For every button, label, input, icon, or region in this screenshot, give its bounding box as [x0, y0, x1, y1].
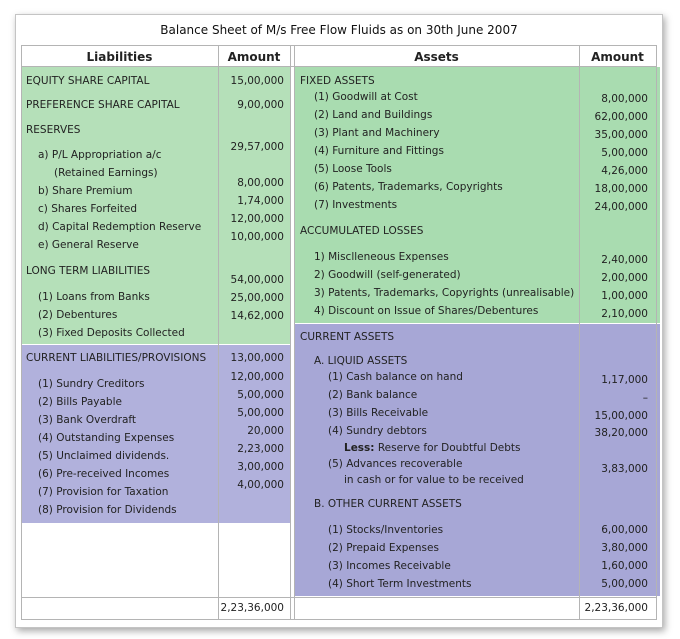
fixed-asset-item: (2) Land and Buildings: [314, 109, 433, 121]
reserves-item: (Retained Earnings): [54, 167, 158, 179]
liquid-asset-amount: 38,20,000: [594, 427, 648, 439]
reserves-label: RESERVES: [26, 124, 81, 136]
col-border-3: [290, 45, 291, 620]
fixed-asset-amount: 5,00,000: [601, 147, 648, 159]
current-liability-item: (1) Sundry Creditors: [38, 378, 145, 390]
fixed-asset-amount: 18,00,000: [594, 183, 648, 195]
table-bottom-border: [21, 619, 657, 620]
assets-total: 2,23,36,000: [584, 602, 648, 614]
other-current-assets-label: B. OTHER CURRENT ASSETS: [314, 498, 462, 510]
total-top-border: [21, 597, 657, 598]
accumulated-loss-amount: 2,10,000: [601, 308, 648, 320]
liquid-asset-amount: 15,00,000: [594, 410, 648, 422]
reserves-item: d) Capital Redemption Reserve: [38, 221, 202, 233]
fixed-assets-label: FIXED ASSETS: [300, 75, 375, 87]
liquid-assets-label: A. LIQUID ASSETS: [314, 355, 408, 367]
accumulated-loss-item: 1) Misclleneous Expenses: [314, 251, 449, 263]
accumulated-loss-amount: 2,00,000: [601, 272, 648, 284]
less-text: Reserve for Doubtful Debts: [374, 442, 521, 454]
liabilities-total: 2,23,36,000: [220, 602, 284, 614]
long-term-amount: 25,00,000: [230, 292, 284, 304]
long-term-item: (3) Fixed Deposits Collected: [38, 327, 185, 339]
other-asset-amount: 3,80,000: [601, 542, 648, 554]
advances-label: (5) Advances recoverable: [328, 458, 463, 470]
reserves-amount: 10,00,000: [230, 231, 284, 243]
fixed-asset-amount: 62,00,000: [594, 111, 648, 123]
liabilities-amount-header: Amount: [227, 50, 281, 64]
current-assets-label: CURRENT ASSETS: [300, 331, 395, 343]
assets-header: Assets: [414, 50, 459, 64]
liquid-asset-amount: –: [642, 392, 648, 404]
less-reserve-line: [344, 441, 521, 455]
accumulated-loss-item: 4) Discount on Issue of Shares/Debentures: [314, 305, 539, 317]
current-liability-amount: 12,00,000: [230, 371, 284, 383]
current-liability-amount: 5,00,000: [237, 407, 284, 419]
equity-label: EQUITY SHARE CAPITAL: [26, 75, 150, 87]
accumulated-losses-label: ACCUMULATED LOSSES: [300, 225, 424, 237]
col-border-1: [21, 45, 22, 620]
current-liability-item: (6) Pre-received Incomes: [38, 468, 170, 480]
fixed-asset-item: (5) Loose Tools: [314, 163, 392, 175]
long-term-amount: 54,00,000: [230, 274, 284, 286]
col-border-2: [218, 45, 219, 620]
liquid-asset-item: (1) Cash balance on hand: [328, 371, 463, 383]
reserves-amount: 8,00,000: [237, 177, 284, 189]
advances-label-2: in cash or for value to be received: [344, 474, 524, 486]
page-title: Balance Sheet of M/s Free Flow Fluids as on 30th June 2007: [160, 23, 518, 37]
col-border-3b: [294, 45, 295, 620]
fixed-asset-item: (6) Patents, Trademarks, Copyrights: [314, 181, 503, 193]
other-asset-item: (4) Short Term Investments: [328, 578, 472, 590]
liquid-asset-amount: 1,17,000: [601, 374, 648, 386]
current-liability-amount: 13,00,000: [230, 352, 284, 364]
current-liability-item: (4) Outstanding Expenses: [38, 432, 175, 444]
fixed-asset-amount: 35,00,000: [594, 129, 648, 141]
liquid-asset-item: (2) Bank balance: [328, 389, 418, 401]
current-liability-item: (5) Unclaimed dividends.: [38, 450, 170, 462]
liquid-asset-item: (4) Sundry debtors: [328, 425, 427, 437]
liabilities-header: Liabilities: [86, 50, 153, 64]
col-border-4: [579, 45, 580, 620]
reserves-item: c) Shares Forfeited: [38, 203, 138, 215]
accumulated-loss-amount: 2,40,000: [601, 254, 648, 266]
table-top-border: [21, 45, 657, 46]
other-asset-item: (3) Incomes Receivable: [328, 560, 451, 572]
fixed-asset-item: (3) Plant and Machinery: [314, 127, 440, 139]
accumulated-loss-item: 2) Goodwill (self-generated): [314, 269, 461, 281]
balance-sheet-card: [15, 14, 663, 628]
current-liability-amount: 5,00,000: [237, 389, 284, 401]
preference-amount: 9,00,000: [237, 99, 284, 111]
other-asset-item: (2) Prepaid Expenses: [328, 542, 439, 554]
fixed-asset-amount: 24,00,000: [594, 201, 648, 213]
current-liability-item: (3) Bank Overdraft: [38, 414, 137, 426]
reserves-item: b) Share Premium: [38, 185, 133, 197]
reserves-item: a) P/L Appropriation a/c: [38, 149, 162, 161]
liquid-asset-item: (3) Bills Receivable: [328, 407, 429, 419]
current-liability-amount: 3,00,000: [237, 461, 284, 473]
less-label: Less:: [344, 442, 375, 454]
accumulated-loss-amount: 1,00,000: [601, 290, 648, 302]
reserves-amount: 29,57,000: [230, 141, 284, 153]
accumulated-loss-item: 3) Patents, Trademarks, Copyrights (unrealisable): [314, 287, 575, 299]
equity-amount: 15,00,000: [230, 75, 284, 87]
long-term-item: (1) Loans from Banks: [38, 291, 150, 303]
fixed-asset-item: (1) Goodwill at Cost: [314, 91, 418, 103]
current-liability-item: (8) Provision for Dividends: [38, 504, 177, 516]
long-term-amount: 14,62,000: [230, 310, 284, 322]
assets-amount-header: Amount: [591, 50, 644, 64]
current-liabilities-label: CURRENT LIABILITIES/PROVISIONS: [26, 352, 207, 364]
preference-label: PREFERENCE SHARE CAPITAL: [26, 99, 180, 111]
fixed-asset-amount: 4,26,000: [601, 165, 648, 177]
col-border-5: [656, 45, 657, 620]
long-term-item: (2) Debentures: [38, 309, 118, 321]
advances-amount: 3,83,000: [601, 463, 648, 475]
reserves-item: e) General Reserve: [38, 239, 139, 251]
other-asset-item: (1) Stocks/Inventories: [328, 524, 444, 536]
reserves-amount: 12,00,000: [230, 213, 284, 225]
other-asset-amount: 6,00,000: [601, 524, 648, 536]
current-liability-item: (2) Bills Payable: [38, 396, 122, 408]
current-liability-item: (7) Provision for Taxation: [38, 486, 169, 498]
header-bottom-border: [21, 66, 657, 67]
other-asset-amount: 5,00,000: [601, 578, 648, 590]
fixed-asset-item: (7) Investments: [314, 199, 398, 211]
long-term-label: LONG TERM LIABILITIES: [26, 265, 150, 277]
current-liability-amount: 4,00,000: [237, 479, 284, 491]
reserves-amount: 1,74,000: [237, 195, 284, 207]
current-liability-amount: 20,000: [247, 425, 284, 437]
fixed-asset-amount: 8,00,000: [601, 93, 648, 105]
fixed-asset-item: (4) Furniture and Fittings: [314, 145, 444, 157]
other-asset-amount: 1,60,000: [601, 560, 648, 572]
current-liability-amount: 2,23,000: [237, 443, 284, 455]
